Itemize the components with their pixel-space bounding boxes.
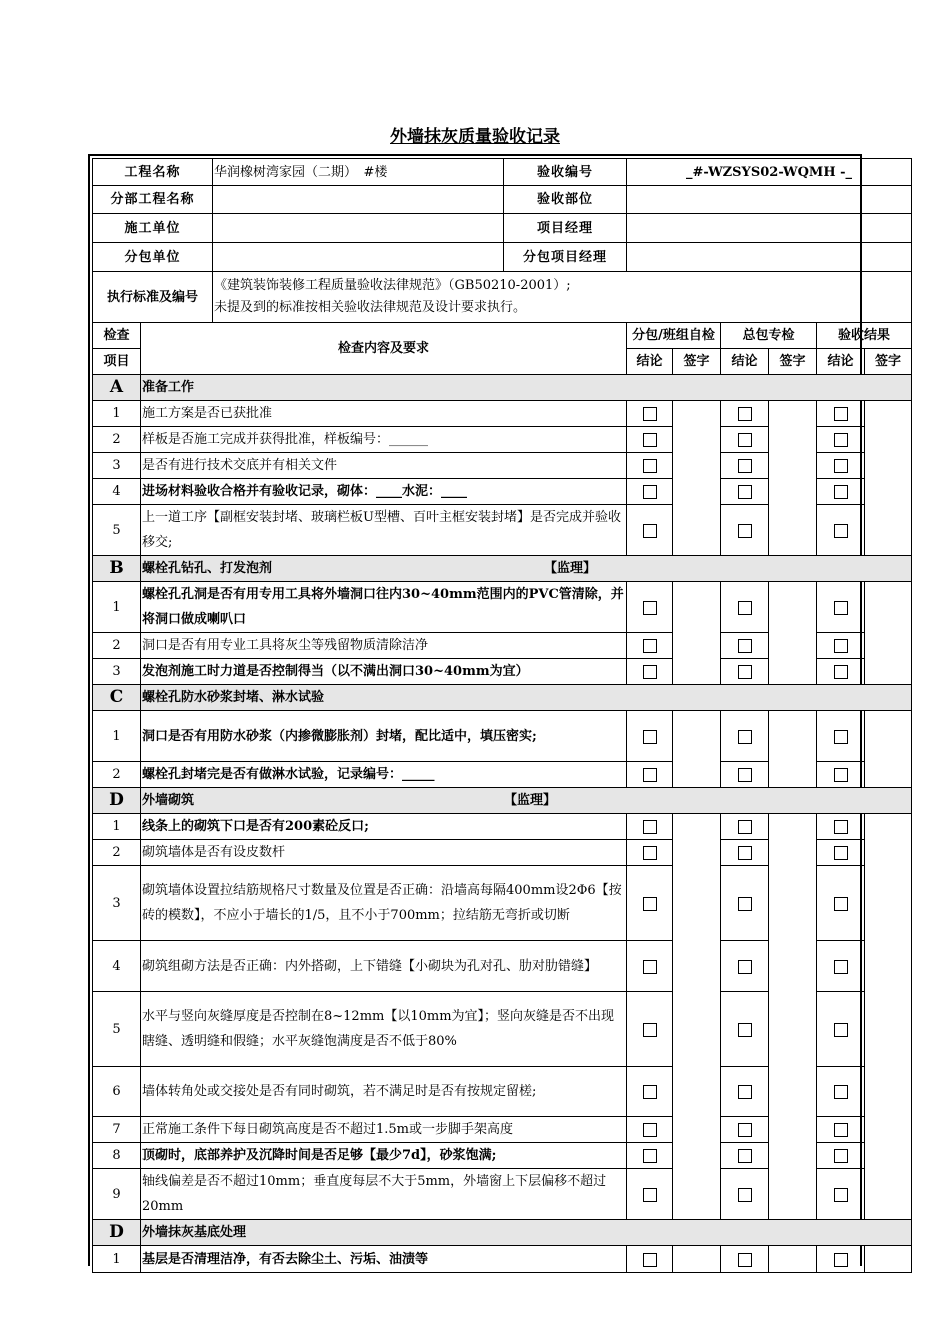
checkbox-icon[interactable] [834, 1085, 848, 1099]
conclusion-cell[interactable] [721, 659, 769, 685]
supervision-tag: 【监理】 [504, 793, 557, 808]
conclusion-cell[interactable] [721, 814, 769, 840]
standard-line-1: 《建筑装饰装修工程质量验收法律规范》（GB50210-2001）; [214, 278, 571, 293]
checkbox-icon[interactable] [834, 459, 848, 473]
section-row [93, 788, 912, 814]
checkbox-icon[interactable] [834, 407, 848, 421]
item-requirement: 墙体转角处或交接处是否有同时砌筑，若不满足时是否有按规定留槎; [141, 1067, 627, 1117]
conclusion-cell[interactable] [721, 711, 769, 762]
checkbox-icon[interactable] [643, 433, 657, 447]
conclusion-cell[interactable] [817, 941, 865, 992]
conclusion-cell[interactable] [817, 1117, 865, 1143]
item-number: 4 [93, 479, 141, 505]
inspection-form [88, 154, 902, 1267]
conclusion-cell[interactable] [721, 1246, 769, 1273]
conclusion-cell[interactable] [721, 1143, 769, 1169]
signature-cell[interactable] [769, 582, 817, 685]
subcontractor-label: 分包单位 [93, 243, 213, 272]
section-title-cell [141, 685, 912, 711]
section-letter: B [93, 556, 141, 582]
conclusion-cell[interactable] [721, 866, 769, 941]
conclusion-cell[interactable] [817, 1169, 865, 1220]
conclusion-cell[interactable] [817, 479, 865, 505]
conclusion-cell[interactable] [817, 1246, 865, 1273]
conclusion-cell[interactable] [627, 992, 673, 1067]
checkbox-icon[interactable] [738, 897, 752, 911]
sub-project-field[interactable] [213, 186, 504, 214]
subcontractor-field[interactable] [213, 243, 504, 272]
item-number: 9 [93, 1169, 141, 1220]
signature-header: 签字 [769, 349, 817, 375]
inspection-location-label: 验收部位 [504, 186, 627, 214]
section-letter: D [93, 1220, 141, 1246]
conclusion-cell[interactable] [627, 427, 673, 453]
signature-cell[interactable] [673, 711, 721, 788]
conclusion-cell[interactable] [627, 659, 673, 685]
signature-cell[interactable] [865, 582, 912, 685]
checkbox-icon[interactable] [738, 730, 752, 744]
checkbox-icon[interactable] [643, 820, 657, 834]
checkbox-icon[interactable] [834, 730, 848, 744]
item-requirement: 砌筑墙体设置拉结筋规格尺寸数量及位置是否正确：沿墙高每隔400mm设2Φ6【按砖的模数】，不应小于墙长的1/5，且不小于700mm；拉结筋无弯折或切断 [141, 866, 627, 941]
checkbox-icon[interactable] [643, 768, 657, 782]
checkbox-icon[interactable] [834, 1253, 848, 1267]
table-row [93, 401, 912, 427]
item-requirement: 螺栓孔孔洞是否有用专用工具将外墙洞口往内30~40mm范围内的PVC管清除，并将洞口做成喇叭口 [141, 582, 627, 633]
item-number: 5 [93, 992, 141, 1067]
signature-cell[interactable] [673, 401, 721, 556]
supervision-tag: 【监理】 [544, 561, 597, 576]
checkbox-icon[interactable] [643, 1149, 657, 1163]
standard-label: 执行标准及编号 [93, 272, 213, 323]
signature-cell[interactable] [769, 814, 817, 1220]
checklist-body [93, 375, 912, 1273]
item-number: 8 [93, 1143, 141, 1169]
conclusion-cell[interactable] [627, 711, 673, 762]
section-title-cell [141, 1220, 912, 1246]
item-number: 4 [93, 941, 141, 992]
conclusion-cell[interactable] [627, 582, 673, 633]
project-name-value[interactable]: 华润橡树湾家园（二期） #楼 [213, 159, 504, 186]
checkbox-icon[interactable] [834, 485, 848, 499]
conclusion-cell[interactable] [627, 840, 673, 866]
conclusion-cell[interactable] [817, 711, 865, 762]
checkbox-icon[interactable] [834, 820, 848, 834]
section-title: 外墙砌筑 [142, 793, 195, 808]
section-row [93, 375, 912, 401]
sub-project-label: 分部工程名称 [93, 186, 213, 214]
contractor-label: 施工单位 [93, 214, 213, 243]
checkbox-icon[interactable] [738, 433, 752, 447]
sub-project-manager-field[interactable] [627, 243, 912, 272]
conclusion-cell[interactable] [721, 992, 769, 1067]
standard-line-2: 未提及到的标准按相关验收法律规范及设计要求执行。 [214, 300, 527, 315]
checkbox-icon[interactable] [643, 665, 657, 679]
item-requirement: 发泡剂施工时力道是否控制得当（以不满出洞口30~40mm为宜） [141, 659, 627, 685]
checkbox-icon[interactable] [834, 433, 848, 447]
conclusion-cell[interactable] [817, 866, 865, 941]
signature-cell[interactable] [673, 814, 721, 1220]
conclusion-cell[interactable] [817, 659, 865, 685]
item-requirement: 洞口是否有用专业工具将灰尘等残留物质清除洁净 [141, 633, 627, 659]
signature-cell[interactable] [673, 1246, 721, 1273]
checkbox-icon[interactable] [834, 1149, 848, 1163]
item-requirement: 正常施工条件下每日砌筑高度是否不超过1.5m或一步脚手架高度 [141, 1117, 627, 1143]
section-title: 螺栓孔防水砂浆封堵、淋水试验 [142, 690, 325, 705]
conclusion-cell[interactable] [721, 1169, 769, 1220]
checkbox-icon[interactable] [738, 485, 752, 499]
conclusion-cell[interactable] [721, 427, 769, 453]
project-manager-field[interactable] [627, 214, 912, 243]
item-requirement: 顶砌时，底部养护及沉降时间是否足够【最少7d】，砂浆饱满; [141, 1143, 627, 1169]
section-row [93, 556, 912, 582]
conclusion-cell[interactable] [627, 1117, 673, 1143]
conclusion-cell[interactable] [721, 1117, 769, 1143]
checkbox-icon[interactable] [738, 1085, 752, 1099]
checkbox-icon[interactable] [643, 1023, 657, 1037]
checkbox-icon[interactable] [738, 820, 752, 834]
signature-cell[interactable] [865, 814, 912, 1220]
conclusion-cell[interactable] [627, 1143, 673, 1169]
section-letter: A [93, 375, 141, 401]
conclusion-cell[interactable] [817, 582, 865, 633]
section-title-cell [141, 375, 912, 401]
signature-header: 签字 [673, 349, 721, 375]
self-check-header: 分包/班组自检 [627, 323, 721, 349]
conclusion-cell[interactable] [627, 762, 673, 788]
inspection-location-field[interactable] [627, 186, 912, 214]
conclusion-cell[interactable] [627, 1246, 673, 1273]
general-check-header: 总包专检 [721, 323, 817, 349]
table-row [93, 1246, 912, 1273]
checkbox-icon[interactable] [834, 768, 848, 782]
project-manager-label: 项目经理 [504, 214, 627, 243]
conclusion-cell[interactable] [627, 866, 673, 941]
item-number: 6 [93, 1067, 141, 1117]
checkbox-icon[interactable] [738, 846, 752, 860]
item-requirement: 进场材料验收合格并有验收记录，砌体：____水泥：____ [141, 479, 627, 505]
conclusion-cell[interactable] [817, 505, 865, 556]
checkbox-icon[interactable] [643, 1253, 657, 1267]
checkbox-icon[interactable] [738, 601, 752, 615]
conclusion-cell[interactable] [627, 814, 673, 840]
checkbox-icon[interactable] [738, 407, 752, 421]
section-letter: C [93, 685, 141, 711]
table-row [93, 582, 912, 633]
item-requirement: 砌筑组砌方法是否正确：内外搭砌，上下错缝【小砌块为孔对孔、肋对肋错缝】 [141, 941, 627, 992]
item-requirement: 上一道工序【副框安装封堵、玻璃栏板U型槽、百叶主框安装封堵】是否完成并验收移交; [141, 505, 627, 556]
item-number: 7 [93, 1117, 141, 1143]
section-title-cell [141, 556, 912, 582]
item-requirement: 轴线偏差是否不超过10mm；垂直度每层不大于5mm，外墙窗上下层偏移不超过20mm [141, 1169, 627, 1220]
checkbox-icon[interactable] [738, 960, 752, 974]
conclusion-header: 结论 [817, 349, 865, 375]
standard-value [213, 272, 912, 323]
item-number: 3 [93, 659, 141, 685]
conclusion-cell[interactable] [627, 401, 673, 427]
conclusion-cell[interactable] [721, 453, 769, 479]
conclusion-cell[interactable] [721, 401, 769, 427]
signature-cell[interactable] [673, 582, 721, 685]
checkbox-icon[interactable] [643, 601, 657, 615]
conclusion-cell[interactable] [627, 505, 673, 556]
item-requirement: 水平与竖向灰缝厚度是否控制在8~12mm【以10mm为宜】；竖向灰缝是否不出现瞎缝、透明缝和假缝；水平灰缝饱满度是否不低于80% [141, 992, 627, 1067]
signature-cell[interactable] [769, 1246, 817, 1273]
checkbox-icon[interactable] [738, 665, 752, 679]
checkbox-icon[interactable] [834, 897, 848, 911]
conclusion-cell[interactable] [627, 1169, 673, 1220]
conclusion-cell[interactable] [627, 453, 673, 479]
section-row [93, 685, 912, 711]
section-title-cell [141, 788, 912, 814]
table-row [93, 814, 912, 840]
checkbox-icon[interactable] [738, 639, 752, 653]
conclusion-cell[interactable] [721, 941, 769, 992]
checkbox-icon[interactable] [738, 1023, 752, 1037]
conclusion-cell[interactable] [817, 762, 865, 788]
item-number: 1 [93, 582, 141, 633]
item-requirement: 基层是否清理洁净，有否去除尘土、污垢、油渍等 [141, 1246, 627, 1273]
item-requirement: 螺栓孔封堵完是否有做淋水试验，记录编号：_____ [141, 762, 627, 788]
contractor-field[interactable] [213, 214, 504, 243]
checkbox-icon[interactable] [834, 960, 848, 974]
conclusion-cell[interactable] [721, 1067, 769, 1117]
checkbox-icon[interactable] [738, 768, 752, 782]
page-title: 外墙抹灰质量验收记录 [390, 127, 560, 147]
item-header-2: 项目 [93, 349, 141, 375]
conclusion-cell[interactable] [817, 814, 865, 840]
signature-cell[interactable] [865, 401, 912, 556]
item-number: 1 [93, 814, 141, 840]
checkbox-icon[interactable] [738, 1149, 752, 1163]
conclusion-cell[interactable] [721, 479, 769, 505]
table-row [93, 711, 912, 762]
checkbox-icon[interactable] [738, 1123, 752, 1137]
item-number: 2 [93, 633, 141, 659]
section-letter: D [93, 788, 141, 814]
checkbox-icon[interactable] [738, 524, 752, 538]
sub-project-manager-label: 分包项目经理 [504, 243, 627, 272]
form-table [92, 158, 912, 1273]
checkbox-icon[interactable] [738, 1188, 752, 1202]
conclusion-header: 结论 [721, 349, 769, 375]
checkbox-icon[interactable] [834, 639, 848, 653]
conclusion-cell[interactable] [721, 762, 769, 788]
checkbox-icon[interactable] [643, 407, 657, 421]
item-requirement: 线条上的砌筑下口是否有200素砼反口; [141, 814, 627, 840]
checkbox-icon[interactable] [643, 960, 657, 974]
item-number: 1 [93, 401, 141, 427]
conclusion-cell[interactable] [817, 633, 865, 659]
item-number: 1 [93, 711, 141, 762]
checkbox-icon[interactable] [643, 1188, 657, 1202]
checkbox-icon[interactable] [738, 459, 752, 473]
conclusion-cell[interactable] [627, 941, 673, 992]
item-header-1: 检查 [93, 323, 141, 349]
item-requirement: 是否有进行技术交底并有相关文件 [141, 453, 627, 479]
conclusion-cell[interactable] [817, 840, 865, 866]
checkbox-icon[interactable] [643, 730, 657, 744]
checkbox-icon[interactable] [643, 459, 657, 473]
inspection-code-label: 验收编号 [504, 159, 627, 186]
checkbox-icon[interactable] [643, 1085, 657, 1099]
conclusion-cell[interactable] [817, 453, 865, 479]
signature-cell[interactable] [769, 401, 817, 556]
section-title: 准备工作 [142, 380, 195, 395]
checkbox-icon[interactable] [834, 1188, 848, 1202]
checkbox-icon[interactable] [738, 1253, 752, 1267]
item-number: 2 [93, 762, 141, 788]
acceptance-header: 验收结果 [817, 323, 912, 349]
conclusion-cell[interactable] [721, 505, 769, 556]
item-requirement: 砌筑墙体是否有设皮数杆 [141, 840, 627, 866]
checkbox-icon[interactable] [643, 639, 657, 653]
signature-cell[interactable] [769, 711, 817, 788]
conclusion-cell[interactable] [721, 633, 769, 659]
conclusion-cell[interactable] [817, 992, 865, 1067]
item-requirement: 洞口是否有用防水砂浆（内掺微膨胀剂）封堵，配比适中，填压密实; [141, 711, 627, 762]
item-requirement: 样板是否施工完成并获得批准，样板编号：______ [141, 427, 627, 453]
item-number: 1 [93, 1246, 141, 1273]
conclusion-cell[interactable] [627, 1067, 673, 1117]
content-header: 检查内容及要求 [141, 323, 627, 375]
item-number: 3 [93, 866, 141, 941]
item-number: 5 [93, 505, 141, 556]
section-title: 外墙抹灰基底处理 [142, 1225, 247, 1240]
checkbox-icon[interactable] [643, 485, 657, 499]
item-number: 3 [93, 453, 141, 479]
item-number: 2 [93, 427, 141, 453]
signature-cell[interactable] [865, 711, 912, 788]
inspection-code-value[interactable]: _#-WZSYS02-WQMH -_ [627, 159, 912, 186]
checkbox-icon[interactable] [834, 524, 848, 538]
conclusion-header: 结论 [627, 349, 673, 375]
checkbox-icon[interactable] [834, 665, 848, 679]
section-title: 螺栓孔钻孔、打发泡剂 [142, 561, 273, 576]
conclusion-cell[interactable] [817, 1143, 865, 1169]
checkbox-icon[interactable] [643, 897, 657, 911]
checkbox-icon[interactable] [643, 846, 657, 860]
signature-cell[interactable] [865, 1246, 912, 1273]
checkbox-icon[interactable] [643, 524, 657, 538]
checkbox-icon[interactable] [834, 1023, 848, 1037]
conclusion-cell[interactable] [721, 840, 769, 866]
conclusion-cell[interactable] [817, 427, 865, 453]
checkbox-icon[interactable] [834, 846, 848, 860]
section-row [93, 1220, 912, 1246]
project-name-label: 工程名称 [93, 159, 213, 186]
signature-header: 签字 [865, 349, 912, 375]
item-requirement: 施工方案是否已获批准 [141, 401, 627, 427]
conclusion-cell[interactable] [817, 401, 865, 427]
conclusion-cell[interactable] [627, 633, 673, 659]
conclusion-cell[interactable] [817, 1067, 865, 1117]
checkbox-icon[interactable] [834, 601, 848, 615]
item-number: 2 [93, 840, 141, 866]
checkbox-icon[interactable] [643, 1123, 657, 1137]
conclusion-cell[interactable] [721, 582, 769, 633]
checkbox-icon[interactable] [834, 1123, 848, 1137]
conclusion-cell[interactable] [627, 479, 673, 505]
